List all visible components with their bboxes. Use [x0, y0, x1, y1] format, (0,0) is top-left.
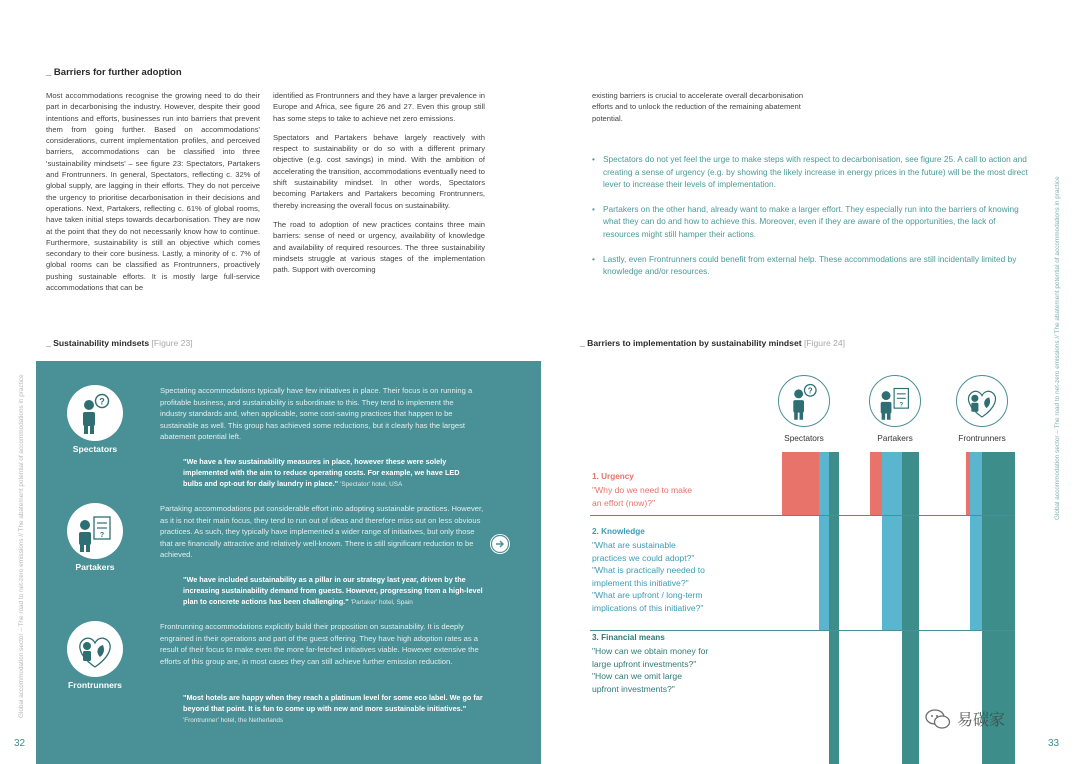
mindsets-panel [36, 361, 541, 764]
arrow-right-icon [490, 534, 510, 554]
bullet-item: • Spectators do not yet feel the urge to make steps with respect to decarbonisation, see figure 25. A call to action and creating a sense of urgency (e.g. by showing the likely increase in energy prices in the future) will be the most direct lever to increase their levels of implementation. [592, 153, 1032, 191]
figure-title-text: _ Sustainability mindsets [46, 338, 150, 348]
frontrunner-circle [67, 621, 123, 677]
bullet-list [592, 153, 1032, 290]
question-line: "What are sustainable [592, 540, 676, 550]
question-line: practices we could adopt?" [592, 552, 695, 563]
svg-text:?: ? [807, 386, 813, 396]
person-question-icon [67, 385, 123, 441]
text-column-3: existing barriers is crucial to accelerate overall decarbonisation efforts and to unlock the reduction of the remaining abatement potential. [592, 91, 804, 123]
watermark [925, 707, 1005, 730]
spectator-circle [67, 385, 123, 441]
svg-text:?: ? [99, 396, 105, 407]
urgency-questions [592, 484, 692, 509]
side-running-text: Global accommodation sector – The road to net-zero emissions // The abatement potential of accommodations in practice [18, 374, 25, 718]
mindset-label-partakers: Partakers [75, 562, 115, 572]
person-heart-leaf-icon [957, 376, 1007, 426]
partakers-urgency-bar [870, 452, 882, 515]
partaker-circle [67, 503, 123, 559]
side-running-text: Global accommodation sector – The road to net-zero emissions // The abatement potential of accommodations in practice [1054, 176, 1061, 520]
bullet-item: • Lastly, even Frontrunners could benefit from external help. These accommodations are still incidentally limited by knowledge and/or resources. [592, 253, 1032, 278]
spectators-financial-bar [829, 452, 839, 764]
section-title: _ Barriers for further adoption [46, 67, 182, 78]
chat-bubble-icon [925, 708, 951, 730]
quote-text: "We have a few sustainability measures in place, however these were solely implemented with the aim to reduce operating costs. For example, we have LED bulbs and opt-out for daily laundry in place." [183, 457, 460, 489]
text-column-2 [273, 90, 485, 283]
spectators-knowledge-bar [819, 452, 829, 630]
person-heart-leaf-icon [67, 621, 123, 677]
frontrunners-knowledge-bar [970, 452, 982, 630]
quote-text: "Most hotels are happy when they reach a platinum level for some eco label. We go far beyond that point. It is fun to come up with new and more sustainable initiatives." [183, 693, 483, 714]
partakers-financial-bar [902, 452, 919, 764]
partakers-quote [183, 574, 483, 608]
question-line: large upfront investments?" [592, 658, 697, 669]
question-line: implement this initiative?" [592, 577, 689, 588]
text-column-1 [46, 90, 260, 301]
paragraph: Most accommodations recognise the growing need to do their part in decarbonising the industry. However, despite their good intentions and efforts, businesses run into barriers that prevent them from going further. Based on accommodations' considerations, current implementation profiles, and perceived barriers, accommodations can be classified into three 'sustainability mindsets' – see figure 23: Spectators, Partakers and Frontrunners. In general, Spectators, reflecting c. 32% of global supply, are lagging in their efforts. They do not perceive the urgency to prioritise decarbonisation in their decisions and operations. Next, Partakers, reflecting c. 61% of global rooms, have taken initial steps towards decarbonisation. They are now at the point that they do not necessarily know how to continue. Furthermore, sustainability is still an objective which comes secondary to their core business. Lastly, a minority of c. 7% of global rooms can be classified as Frontrunners, proactively pushing sustainable efforts. It is mostly large full-service accommodations that can be [46, 91, 260, 293]
figure-title-text: _ Barriers to implementation by sustainability mindset [580, 338, 802, 348]
quote-text: "We have included sustainability as a pillar in our strategy last year, driven by the increasing sustainability demand from guests. However, progressing from a high-level plan to concrete actions has been challenging." [183, 575, 483, 607]
quote-source: 'Partaker' hotel, Spain [350, 599, 413, 607]
spectators-urgency-bar [782, 452, 819, 515]
spectators-description: Spectating accommodations typically have few initiatives in place. Their focus is on running a profitable business, and sustainability is subordinate to this. They tend to implement the industry standards and, when applicable, some cost-saving practices that happen to be sustainable as well. This group has achieved some reductions, but it clearly has the largest abatement potential left. [160, 386, 473, 442]
page-number: 33 [1048, 738, 1060, 749]
paragraph: The road to adoption of new practices contains three main barriers: sense of need or urgency, availability of knowledge and availability of required resources. The three sustainability mindsets struggle at various stages of the implementation path. Support with overcoming [273, 219, 485, 275]
spectators-quote [183, 456, 473, 490]
question-line: "What are upfront / long-term [592, 590, 703, 601]
question-line: "How can we obtain money for [592, 646, 709, 656]
question-line: upfront investments?" [592, 683, 675, 694]
quote-source: 'Frontrunner' hotel, the Netherlands [183, 717, 284, 725]
paragraph: Spectators and Partakers behave largely reactively with respect to sustainability or do so with a different primary objective (e.g. cost savings) in mind. With the ambition of accelerating the transition, accommodations eventually need to shift sustainability mindset. In other words, Spectators becoming Partakers and Partakers becoming Frontrunners, thereby increasing the overall focus on sustainability. [273, 132, 485, 210]
barrier-title-knowledge: 2. Knowledge [592, 527, 645, 536]
spectator-circle [778, 375, 830, 427]
mindset-label-spectators: Spectators [72, 444, 118, 454]
divider-line [590, 515, 1015, 516]
financial-questions [592, 645, 708, 695]
person-checklist-icon [67, 503, 123, 559]
bullet-item: • Partakers on the other hand, already want to make a larger effort. They especially run into the barriers of knowing what they can do and how to achieve this. Moreover, even if they are aware of the opportunities, the lack of resources might still hamper their actions. [592, 203, 1032, 241]
question-line: implications of this initiative?" [592, 602, 704, 613]
knowledge-questions [592, 539, 705, 615]
paragraph: identified as Frontrunners and they have a larger prevalence in Europe and Africa, see figure 26 and 27. Even this group still has some steps to take to achieve net zero emissions. [273, 91, 485, 123]
person-checklist-icon [870, 376, 920, 426]
mindset-label-frontrunners: Frontrunners [68, 680, 122, 690]
column-label-partakers: Partakers [877, 433, 913, 443]
figure-ref: [Figure 24] [803, 338, 846, 348]
next-arrow-button[interactable] [490, 534, 510, 554]
barrier-title-urgency: 1. Urgency [592, 472, 634, 481]
page-number: 32 [14, 738, 26, 749]
figure-ref: [Figure 23] [151, 338, 193, 348]
figure-23-title [46, 338, 193, 348]
barrier-title-financial: 3. Financial means [592, 633, 665, 642]
question-line: an effort (now)?" [592, 497, 656, 508]
person-question-icon [779, 376, 829, 426]
partaker-circle [869, 375, 921, 427]
figure-24-title [580, 338, 845, 348]
watermark-text: 易碳家 [957, 710, 1006, 729]
column-label-frontrunners: Frontrunners [958, 433, 1006, 443]
svg-text:?: ? [99, 532, 105, 539]
svg-text:?: ? [899, 401, 904, 409]
divider-line [590, 630, 1015, 631]
partakers-knowledge-bar [882, 452, 902, 630]
frontrunners-description: Frontrunning accommodations explicitly build their proposition on sustainability. It is deeply engrained in their operations and part of the guest offering. They have high adoption rates as a result of their focus to make even the more far-fetched initiatives viable. However extensive the efforts of this group are, in most cases they can still achieve further emission reduction. [160, 622, 479, 666]
question-line: "Why do we need to make [592, 485, 693, 495]
quote-source: 'Spectator' hotel, USA [340, 481, 403, 489]
frontrunners-quote [183, 692, 483, 726]
partakers-description: Partaking accommodations put considerable effort into adopting sustainable practices. However, as it is not their main focus, they tend to run out of ideas and therefore miss out on less obvious practices. As such, they typically have implemented a wider range of initiatives, but only those that are financially attractive and relatively well-known. There is still significant reduction to be achieved. [160, 504, 484, 560]
question-line: "How can we omit large [592, 671, 682, 682]
question-line: "What is practically needed to [592, 565, 705, 576]
column-label-spectators: Spectators [784, 433, 824, 443]
frontrunner-circle [956, 375, 1008, 427]
